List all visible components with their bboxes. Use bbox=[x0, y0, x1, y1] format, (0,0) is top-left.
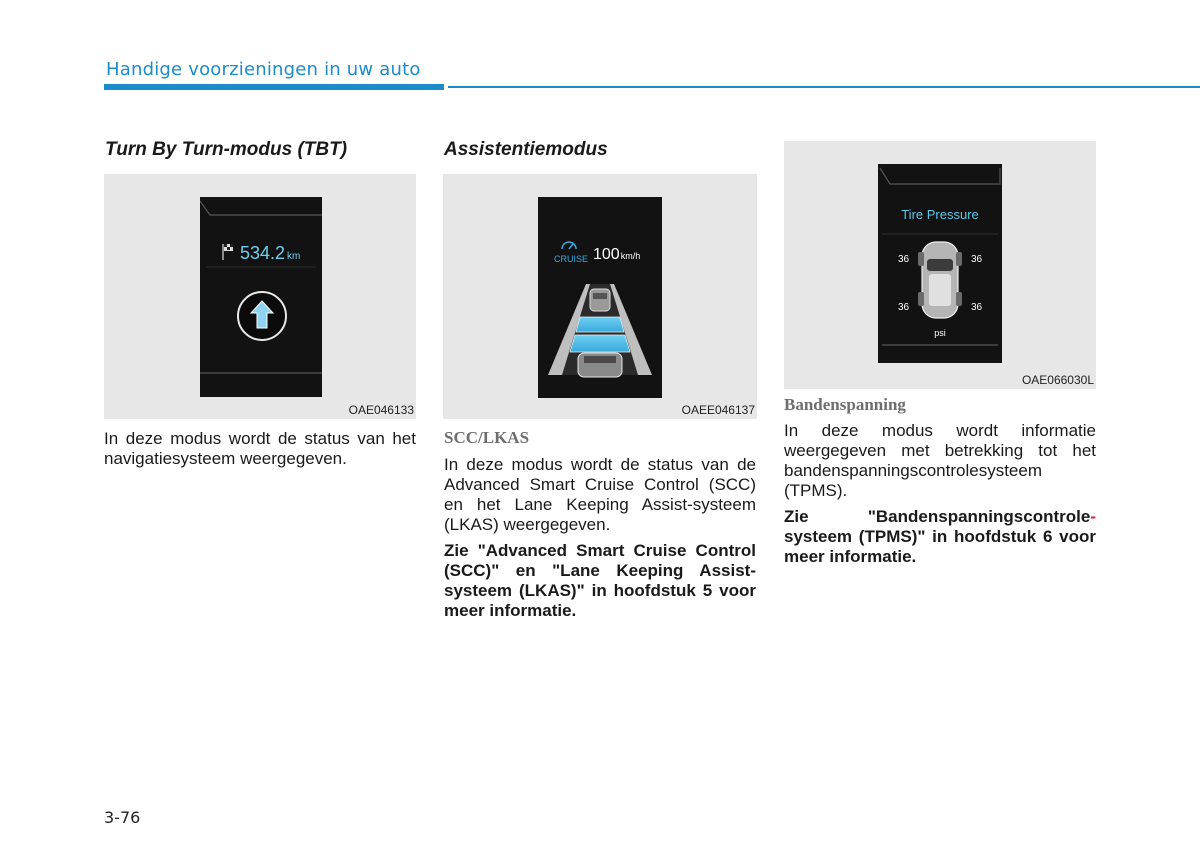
header-rule-thin bbox=[448, 86, 1200, 88]
header-rule-thick bbox=[104, 84, 444, 90]
tbt-distance-value: 534.2 bbox=[240, 243, 286, 263]
tpms-note-part1: Zie "Bandenspanningscontrole bbox=[784, 507, 1091, 526]
figure-code: OAE066030L bbox=[1021, 373, 1094, 387]
tpms-paragraph: In deze modus wordt informatie weergegeven met betrekking tot het bandenspanningscontrolesysteem (TPMS). bbox=[784, 421, 1096, 500]
tpms-heading: Tire Pressure bbox=[901, 207, 979, 222]
cruise-speed-unit: km/h bbox=[620, 251, 641, 261]
scc-lkas-subtitle: SCC/LKAS bbox=[444, 428, 530, 447]
tire-pressure-rear-right: 36 bbox=[971, 302, 983, 313]
tpms-note-part2: systeem (TPMS)" in hoofdstuk 6 voor meer informatie. bbox=[784, 527, 1096, 566]
tire-pressure-unit: psi bbox=[934, 328, 946, 338]
tpms-cluster-screen bbox=[878, 164, 1002, 363]
tire-pressure-front-right: 36 bbox=[971, 254, 983, 265]
tpms-note-hyphen: - bbox=[1090, 507, 1096, 526]
tbt-screen-graphic bbox=[200, 197, 322, 397]
tire-pressure-front-left: 36 bbox=[898, 254, 910, 265]
figure-code: OAEE046137 bbox=[681, 403, 755, 417]
assist-cluster-screen bbox=[538, 197, 662, 398]
tbt-cluster-screen bbox=[200, 197, 322, 397]
tbt-distance-unit: km bbox=[287, 251, 301, 262]
cruise-speed-value: 100 bbox=[593, 246, 620, 263]
assist-screen-graphic bbox=[538, 197, 662, 398]
tbt-figure bbox=[104, 174, 416, 419]
page-number: 3-76 bbox=[104, 808, 141, 827]
tbt-section-title: Turn By Turn-modus (TBT) bbox=[105, 139, 348, 160]
scc-lkas-paragraph: In deze modus wordt de status van de Advanced Smart Cruise Control (SCC) en het Lane Keeping Assist-systeem (LKAS) weergegeven. bbox=[444, 455, 756, 534]
tpms-figure bbox=[784, 141, 1096, 389]
cruise-label: CRUISE bbox=[554, 254, 589, 264]
tire-pressure-rear-left: 36 bbox=[898, 302, 910, 313]
figure-code: OAE046133 bbox=[348, 403, 414, 417]
tpms-note bbox=[784, 507, 1096, 567]
page-header-title: Handige voorzieningen in uw auto bbox=[106, 59, 421, 80]
tpms-subtitle: Bandenspanning bbox=[784, 395, 906, 414]
cruise-control-icon bbox=[562, 242, 576, 249]
assist-figure bbox=[443, 174, 757, 419]
assist-section-title: Assistentiemodus bbox=[444, 139, 608, 160]
car-top-view-icon bbox=[918, 242, 962, 318]
checkered-flag-icon bbox=[223, 244, 233, 260]
scc-lkas-note: Zie "Advanced Smart Cruise Control (SCC)" en "Lane Keeping Assist-systeem (LKAS)" in hoofdstuk 5 voor meer informatie. bbox=[444, 541, 756, 620]
tbt-paragraph: In deze modus wordt de status van het navigatiesysteem weergegeven. bbox=[104, 429, 416, 468]
